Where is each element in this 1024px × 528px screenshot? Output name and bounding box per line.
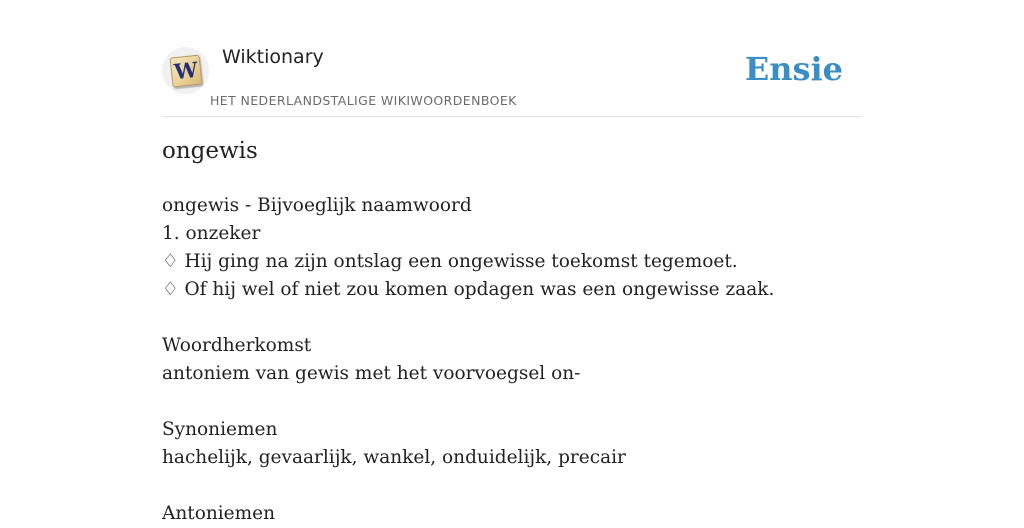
blank-line — [162, 304, 862, 332]
section-heading-synonyms: Synoniemen — [162, 419, 278, 440]
logo-tile: W — [170, 55, 203, 88]
example-sentence: ♢ Of hij wel of niet zou komen opdagen was een ongewisse zaak. — [162, 279, 775, 300]
definition-item: 1. onzeker — [162, 223, 261, 244]
site-subtitle: HET NEDERLANDSTALIGE WIKIWOORDENBOEK — [210, 93, 517, 108]
wiktionary-logo-icon[interactable] — [162, 47, 209, 94]
page-title: ongewis — [162, 138, 258, 164]
definition-heading: ongewis - Bijvoeglijk naamwoord — [162, 195, 472, 216]
site-name[interactable]: Wiktionary — [222, 46, 324, 68]
example-sentence: ♢ Hij ging na zijn ontslag een ongewisse toekomst tegemoet. — [162, 251, 738, 272]
synonyms-list: hachelijk, gevaarlijk, wankel, onduidelijk, precair — [162, 447, 626, 468]
site-header — [162, 0, 862, 117]
section-heading-antonyms: Antoniemen — [162, 503, 276, 524]
blank-line — [162, 388, 862, 416]
section-heading-etymology: Woordherkomst — [162, 335, 312, 356]
etymology-text: antoniem van gewis met het voorvoegsel on- — [162, 363, 581, 384]
blank-line — [162, 472, 862, 500]
ensie-brand-link[interactable]: Ensie — [744, 50, 843, 88]
entry-content — [162, 192, 862, 528]
